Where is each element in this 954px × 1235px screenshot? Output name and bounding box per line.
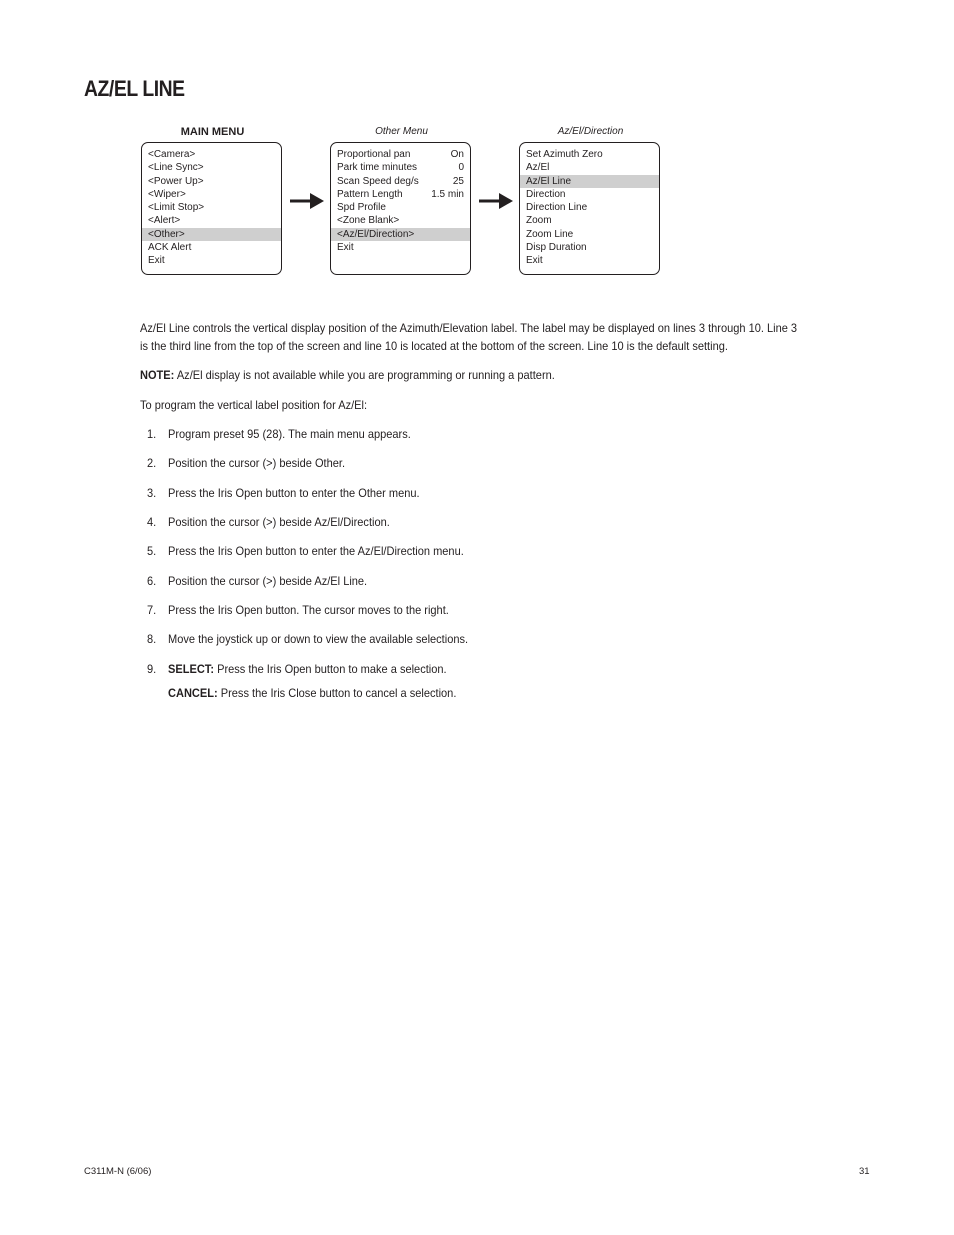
menu-row: Exit: [148, 255, 165, 267]
az-el-direction-caption: Az/El/Direction: [557, 126, 624, 137]
step-text: Press the Iris Open button. The cursor moves to the right.: [168, 603, 449, 617]
menu-row: <Limit Stop>: [148, 202, 205, 214]
menu-row: ACK Alert: [148, 242, 192, 254]
step-text: Press the Iris Open button to enter the Other menu.: [168, 486, 420, 500]
main-menu-box: [141, 142, 282, 275]
step-number: 1.: [147, 427, 157, 441]
menu-row: <Alert>: [148, 215, 181, 227]
step-number: 3.: [147, 486, 157, 500]
page-title: AZ/EL LINE: [84, 76, 185, 101]
document-code: C311M-N (6/06): [84, 1166, 152, 1177]
step-text: Press the Iris Open button to enter the Az/El/Direction menu.: [168, 544, 464, 558]
main-menu-caption: MAIN MENU: [180, 126, 245, 138]
az-el-direction-box: [519, 142, 660, 275]
menu-row: Disp Duration: [526, 242, 587, 254]
menu-row: <Line Sync>: [148, 162, 204, 174]
step-number: 7.: [147, 603, 157, 617]
step-text: Move the joystick up or down to view the available selections.: [168, 632, 469, 646]
menu-row: <Camera>: [148, 149, 196, 160]
step-number: 5.: [147, 544, 157, 558]
menu-row: <Power Up>: [148, 175, 204, 187]
step-number: 8.: [147, 632, 157, 646]
menu-row: Pattern Length 1.5 min: [337, 188, 464, 200]
menu-row-selected: Az/El Line: [520, 175, 659, 188]
step-number: 2.: [147, 456, 157, 470]
step-text: SELECT: Press the Iris Open button to make a selection.: [168, 662, 447, 676]
menu-row: Scan Speed deg/s 25: [337, 175, 464, 187]
menu-row: <Wiper>: [148, 188, 186, 200]
page-number: 31: [859, 1166, 870, 1177]
menu-row: Az/El: [526, 162, 550, 174]
menu-row: Direction Line: [526, 202, 588, 214]
menu-row: Set Azimuth Zero: [526, 149, 603, 160]
menu-row: Proportional pan On: [337, 149, 464, 160]
menu-row: Park time minutes 0: [337, 162, 464, 174]
cancel-text: CANCEL: Press the Iris Close button to cancel a selection.: [168, 686, 457, 700]
menu-row-selected: <Az/El/Direction>: [331, 228, 470, 241]
menu-row: Direction: [526, 188, 566, 200]
menu-row: Zoom: [526, 215, 552, 227]
menu-row: Zoom Line: [526, 228, 574, 240]
lead-in-paragraph: To program the vertical label position for Az/El:: [140, 398, 368, 412]
step-text: Program preset 95 (28). The main menu appears.: [168, 427, 411, 441]
step-text: Position the cursor (>) beside Other.: [168, 456, 346, 470]
step-number: 9.: [147, 662, 157, 676]
menu-row: Exit: [337, 242, 354, 254]
note-paragraph: NOTE: Az/El display is not available while you are programming or running a pattern.: [140, 368, 555, 382]
menu-row: Exit: [526, 255, 543, 267]
arrow-right-icon: [290, 193, 324, 209]
step-number: 4.: [147, 515, 157, 529]
step-text: Position the cursor (>) beside Az/El Line.: [168, 574, 368, 588]
menu-row-selected: <Other>: [142, 228, 281, 241]
other-menu-caption: Other Menu: [375, 126, 428, 137]
step-text: Position the cursor (>) beside Az/El/Direction.: [168, 515, 390, 529]
intro-paragraph: Az/El Line controls the vertical display position of the Azimuth/Elevation label. The label may be displayed on lines 3 through 10. Line 3 is the third line from the top of the screen and line 10 is located at the bottom of the screen. Line 10 is the default setting.: [140, 321, 798, 353]
step-number: 6.: [147, 574, 157, 588]
arrow-right-icon: [479, 193, 513, 209]
menu-row: <Zone Blank>: [337, 215, 400, 227]
menu-row: Spd Profile: [337, 202, 386, 214]
other-menu-box: [330, 142, 471, 275]
